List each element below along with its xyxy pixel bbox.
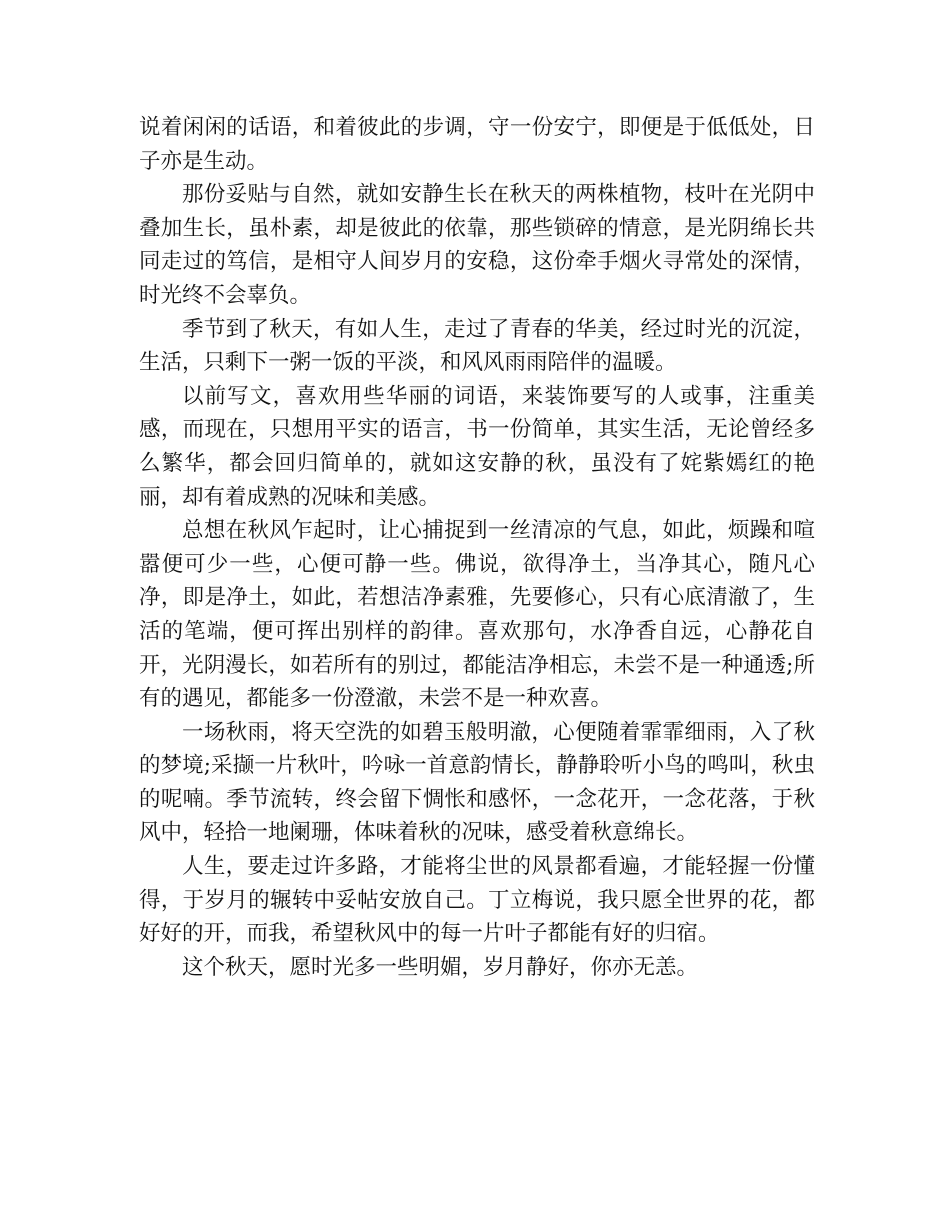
- paragraph: 人生，要走过许多路，才能将尘世的风景都看遍，才能轻握一份懂得，于岁月的辗转中妥帖安放自己。丁立梅说，我只愿全世界的花，都好好的开，而我，希望秋风中的每一片叶子都能有好的归宿。: [139, 854, 815, 947]
- paragraph: 一场秋雨，将天空洗的如碧玉般明澈，心便随着霏霏细雨，入了秋的梦境;采撷一片秋叶，吟咏一首意韵情长，静静聆听小鸟的鸣叫，秋虫的呢喃。季节流转，终会留下惆怅和感怀，一念花开，一念花落，于秋风中，轻拾一地阑珊，体味着秋的况味，感受着秋意绵长。: [139, 719, 815, 846]
- paragraph: 这个秋天，愿时光多一些明媚，岁月静好，你亦无恙。: [182, 954, 699, 980]
- paragraph: 总想在秋风乍起时，让心捕捉到一丝清凉的气息，如此，烦躁和喧嚣便可少一些，心便可静一些。佛说，欲得净土，当净其心，随凡心净，即是净土，如此，若想洁净素雅，先要修心，只有心底清澈了，生活的笔端，便可挥出别样的韵律。喜欢那句，水净香自远，心静花自开，光阴漫长，如若所有的别过，都能洁净相忘，未尝不是一种通透;所有的遇见，都能多一份澄澈，未尝不是一种欢喜。: [139, 518, 815, 712]
- paragraph: 那份妥贴与自然，就如安静生长在秋天的两株植物，枝叶在光阴中叠加生长，虽朴素，却是彼此的依靠，那些锁碎的情意，是光阴绵长共同走过的笃信，是相守人间岁月的安稳，这份牵手烟火寻常处的深情，时光终不会辜负。: [139, 182, 815, 308]
- paragraph: 季节到了秋天，有如人生，走过了青春的华美，经过时光的沉淀，生活，只剩下一粥一饭的平淡，和风风雨雨陪伴的温暖。: [139, 316, 815, 376]
- paragraph: 以前写文，喜欢用些华丽的词语，来装饰要写的人或事，注重美感，而现在，只想用平实的语言，书一份简单，其实生活，无论曾经多么繁华，都会回归简单的，就如这安静的秋，虽没有了姹紫嫣红的艳丽，却有着成熟的况味和美感。: [139, 383, 815, 510]
- document-body: [139, 111, 815, 984]
- paragraph: 说着闲闲的话语，和着彼此的步调，守一份安宁，即便是于低低处，日子亦是生动。: [139, 115, 815, 174]
